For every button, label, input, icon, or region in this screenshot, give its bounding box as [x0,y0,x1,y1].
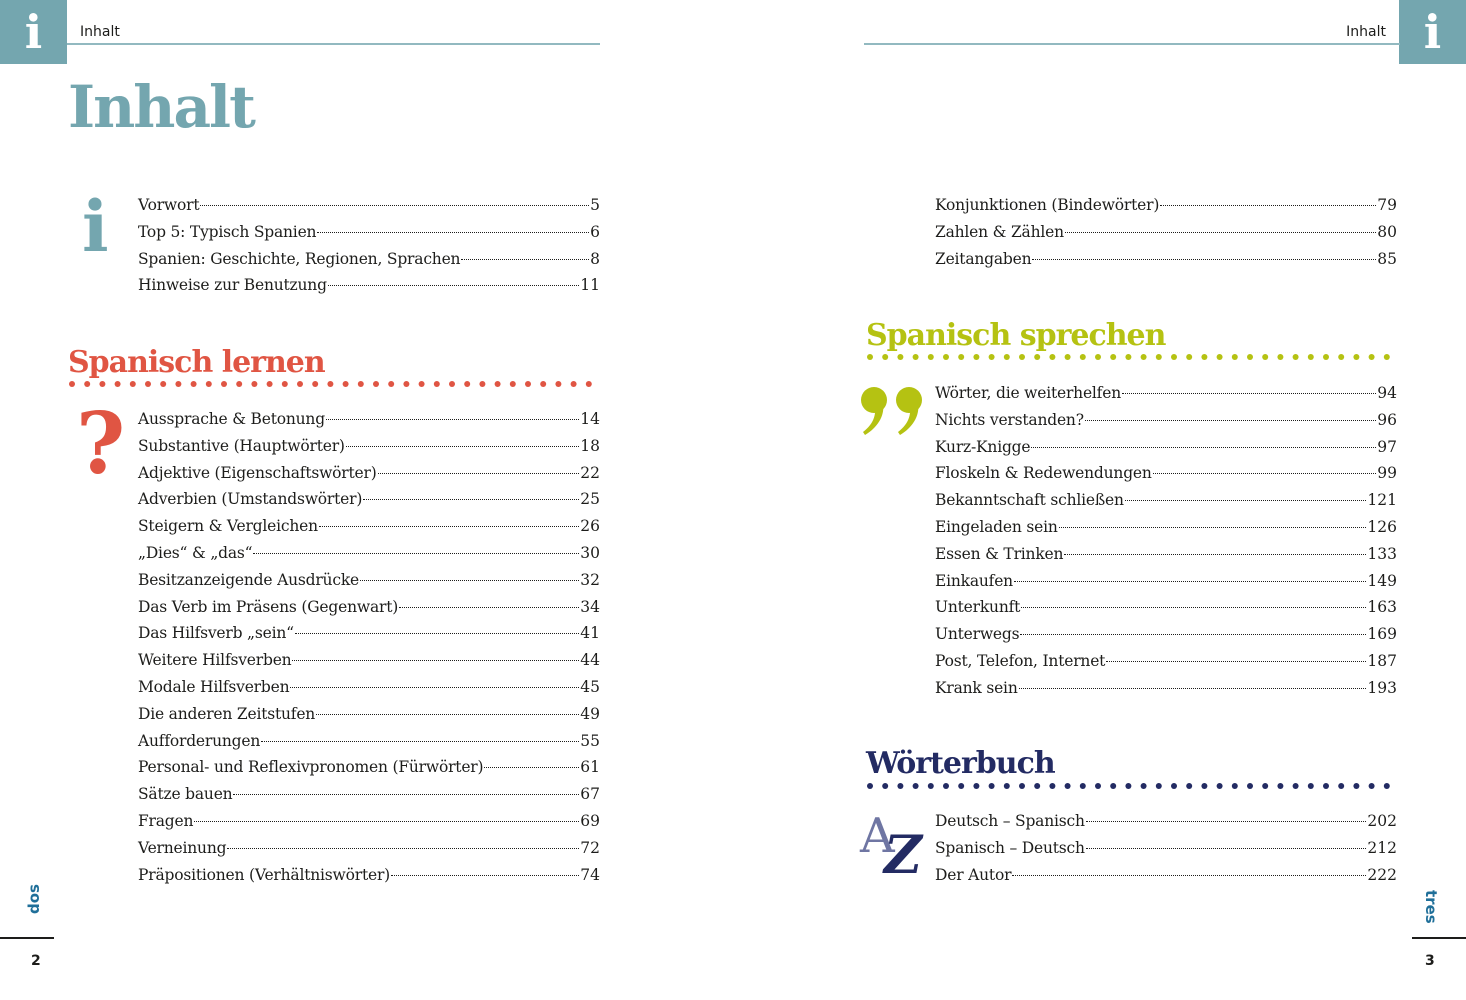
folio-rule [1412,937,1466,939]
toc-entry[interactable] [138,276,600,303]
toc-entry[interactable] [935,384,1397,411]
toc-entry-title: Unterkunft [935,598,1021,617]
letter-a-icon: A [860,808,895,864]
toc-entry[interactable] [935,625,1397,652]
dot-leader [1014,581,1366,582]
dot-leader [363,499,579,500]
toc-entry-title: Floskeln & Redewendungen [935,464,1152,483]
toc-entry-title: Spanien: Geschichte, Regionen, Sprachen [138,249,461,268]
toc-entry[interactable] [138,866,600,893]
section-heading-spanisch-lernen: Spanisch lernen [68,345,325,380]
dotted-rule [866,782,1400,790]
dot-leader [360,580,579,581]
toc-entry-page: 79 [1377,196,1397,214]
toc-entry[interactable] [138,223,600,250]
toc-entry-page: 67 [580,785,600,804]
toc-entry-page: 18 [580,436,600,455]
dot-leader [200,205,589,206]
dot-leader [328,285,579,286]
toc-woerterbuch-list [935,812,1397,892]
toc-entry[interactable] [138,705,600,732]
info-icon: i [82,185,109,268]
toc-entry-page: 25 [580,490,600,509]
toc-entry[interactable] [138,250,600,277]
dot-leader [295,633,579,634]
dot-leader [1064,554,1366,555]
toc-entry-title: Wörter, die weiterhelfen [935,384,1121,402]
dot-leader [1106,661,1366,662]
toc-entry-title: Einkaufen [935,571,1013,590]
toc-continued-list [935,196,1397,276]
dot-leader [1086,848,1367,849]
dot-leader [194,821,579,822]
toc-entry[interactable] [935,223,1397,250]
running-head: Inhalt [1346,24,1386,40]
info-tab-icon: i [0,0,67,64]
toc-entry[interactable] [138,785,600,812]
toc-entry[interactable] [138,598,600,625]
page-number: 3 [1425,953,1435,969]
toc-entry-page: 121 [1367,491,1397,510]
toc-entry-page: 45 [580,677,600,696]
quote-icon [859,386,929,439]
toc-entry-title: Der Autor [935,865,1012,884]
toc-entry-title: Krank sein [935,678,1018,697]
dot-leader [1032,259,1376,260]
a-z-dictionary-icon [860,808,924,886]
toc-entry[interactable] [138,196,600,223]
toc-entry-page: 80 [1377,222,1397,241]
toc-entry[interactable] [935,652,1397,679]
toc-entry-page: 85 [1377,249,1397,268]
toc-entry-title: Vorwort [138,196,200,214]
dot-leader [1020,634,1366,635]
toc-entry-page: 99 [1377,464,1397,483]
toc-entry-title: Fragen [138,811,194,830]
toc-entry-title: Adverbien (Umstandswörter) [138,490,363,509]
header-rule [864,43,1400,45]
dot-leader [1065,232,1376,233]
toc-entry-title: Besitzanzeigende Ausdrücke [138,570,359,589]
dot-leader [316,714,579,715]
toc-entry-title: Bekanntschaft schließen [935,491,1124,510]
toc-entry-title: Präpositionen (Verhältniswörter) [138,865,390,884]
toc-entry[interactable] [138,544,600,571]
toc-entry-page: 6 [590,222,600,241]
toc-entry-page: 193 [1367,678,1397,697]
toc-entry-page: 41 [580,624,600,643]
dot-leader [391,875,579,876]
dot-leader [1021,607,1366,608]
dot-leader [399,607,579,608]
toc-entry-title: Substantive (Hauptwörter) [138,436,345,455]
toc-entry[interactable] [935,464,1397,491]
toc-entry[interactable] [138,490,600,517]
folio-rule [0,937,54,939]
toc-entry-title: „Dies“ & „das“ [138,543,253,562]
dot-leader [319,526,579,527]
toc-entry-title: Personal- und Reflexivpronomen (Fürwörter) [138,758,484,777]
toc-entry[interactable] [935,598,1397,625]
toc-entry-page: 202 [1367,812,1397,830]
dotted-rule [866,353,1400,361]
toc-entry-title: Top 5: Typisch Spanien [138,222,317,241]
toc-entry-title: Unterwegs [935,625,1020,644]
dot-leader [1160,205,1376,206]
toc-entry[interactable] [935,839,1397,866]
toc-entry-page: 69 [580,811,600,830]
dot-leader [1122,393,1376,394]
toc-entry-title: Post, Telefon, Internet [935,651,1106,670]
dot-leader [253,553,579,554]
dot-leader [290,687,579,688]
toc-entry[interactable] [935,866,1397,893]
toc-entry[interactable] [138,517,600,544]
letter-z-icon: Z [884,825,922,886]
toc-entry[interactable] [138,732,600,759]
toc-entry-page: 96 [1377,410,1397,429]
page-title: Inhalt [68,73,254,141]
toc-entry-page: 169 [1367,625,1397,644]
toc-entry-page: 222 [1367,865,1397,884]
toc-entry-page: 32 [580,570,600,589]
toc-entry-title: Aussprache & Betonung [138,410,325,428]
dot-leader [261,741,579,742]
toc-entry[interactable] [138,437,600,464]
toc-entry-title: Deutsch – Spanisch [935,812,1085,830]
toc-entry-title: Verneinung [138,838,227,857]
toc-entry[interactable] [138,624,600,651]
dot-leader [233,794,579,795]
toc-entry-title: Die anderen Zeitstufen [138,704,316,723]
right-page [733,0,1466,1000]
toc-entry-title: Hinweise zur Benutzung [138,276,327,295]
toc-entry-title: Das Verb im Präsens (Gegenwart) [138,597,399,616]
toc-entry-title: Zahlen & Zählen [935,222,1064,241]
toc-entry-page: 8 [590,249,600,268]
toc-entry-title: Adjektive (Eigenschaftswörter) [138,463,377,482]
dot-leader [1125,500,1367,501]
folio-word: dos [25,884,43,914]
toc-entry[interactable] [935,812,1397,839]
dot-leader [227,848,579,849]
dot-leader [1059,527,1367,528]
toc-entry-page: 55 [580,731,600,750]
toc-entry-title: Essen & Trinken [935,544,1064,563]
toc-entry[interactable] [935,545,1397,572]
toc-entry[interactable] [935,438,1397,465]
toc-entry[interactable] [935,250,1397,277]
toc-entry[interactable] [935,518,1397,545]
dotted-rule [68,380,602,388]
section-heading-woerterbuch: Wörterbuch [866,746,1055,781]
dot-leader [1085,420,1376,421]
toc-entry-title: Modale Hilfsverben [138,677,290,696]
page-number: 2 [31,953,41,969]
toc-entry[interactable] [138,839,600,866]
toc-entry-page: 126 [1367,517,1397,536]
toc-spanisch-sprechen-list [935,384,1397,706]
toc-entry-page: 49 [580,704,600,723]
dot-leader [1031,447,1376,448]
toc-entry[interactable] [935,411,1397,438]
dot-leader [1086,821,1367,822]
dot-leader [317,232,589,233]
info-tab-icon: i [1399,0,1466,64]
dot-leader [461,259,589,260]
toc-entry[interactable] [935,572,1397,599]
section-heading-spanisch-sprechen: Spanisch sprechen [866,318,1166,353]
toc-entry-title: Konjunktionen (Bindewörter) [935,196,1160,214]
toc-entry[interactable] [935,679,1397,706]
toc-entry-title: Weitere Hilfsverben [138,651,292,670]
toc-intro-list [138,196,600,303]
toc-entry-page: 94 [1377,384,1397,402]
toc-entry-page: 74 [580,865,600,884]
toc-entry[interactable] [935,491,1397,518]
toc-entry-page: 11 [580,276,600,295]
toc-entry-title: Kurz-Knigge [935,437,1031,456]
question-mark-icon: ? [76,394,126,493]
dot-leader [346,446,579,447]
toc-entry[interactable] [138,758,600,785]
toc-entry[interactable] [138,678,600,705]
toc-entry-page: 149 [1367,571,1397,590]
toc-entry-title: Das Hilfsverb „sein“ [138,624,294,643]
toc-entry-page: 72 [580,838,600,857]
toc-entry-title: Steigern & Vergleichen [138,517,318,536]
toc-entry-page: 61 [580,758,600,777]
header-rule [67,43,600,45]
dot-leader [1019,688,1367,689]
folio-word: tres [1422,890,1440,924]
toc-entry-title: Sätze bauen [138,785,233,804]
dot-leader [292,660,579,661]
toc-entry-title: Zeitangaben [935,249,1032,268]
toc-entry-page: 22 [580,463,600,482]
toc-entry-page: 163 [1367,598,1397,617]
toc-entry-title: Spanisch – Deutsch [935,838,1085,857]
toc-entry[interactable] [138,651,600,678]
toc-entry[interactable] [138,571,600,598]
toc-entry-page: 34 [580,597,600,616]
dot-leader [484,767,579,768]
toc-entry-title: Nichts verstanden? [935,410,1084,429]
toc-entry-title: Aufforderungen [138,731,261,750]
dot-leader [1153,473,1377,474]
toc-entry-page: 133 [1367,544,1397,563]
toc-entry-page: 44 [580,651,600,670]
toc-entry-page: 5 [590,196,600,214]
toc-entry[interactable] [935,196,1397,223]
toc-entry-page: 187 [1367,651,1397,670]
toc-entry-page: 26 [580,517,600,536]
toc-entry[interactable] [138,464,600,491]
toc-entry-page: 97 [1377,437,1397,456]
toc-entry-title: Eingeladen sein [935,517,1058,536]
dot-leader [1012,875,1366,876]
toc-entry[interactable] [138,812,600,839]
dot-leader [326,419,579,420]
toc-entry-page: 30 [580,543,600,562]
dot-leader [378,473,580,474]
toc-spanisch-lernen-list [138,410,600,892]
running-head: Inhalt [80,24,120,40]
toc-entry[interactable] [138,410,600,437]
toc-entry-page: 14 [580,410,600,428]
toc-entry-page: 212 [1367,838,1397,857]
